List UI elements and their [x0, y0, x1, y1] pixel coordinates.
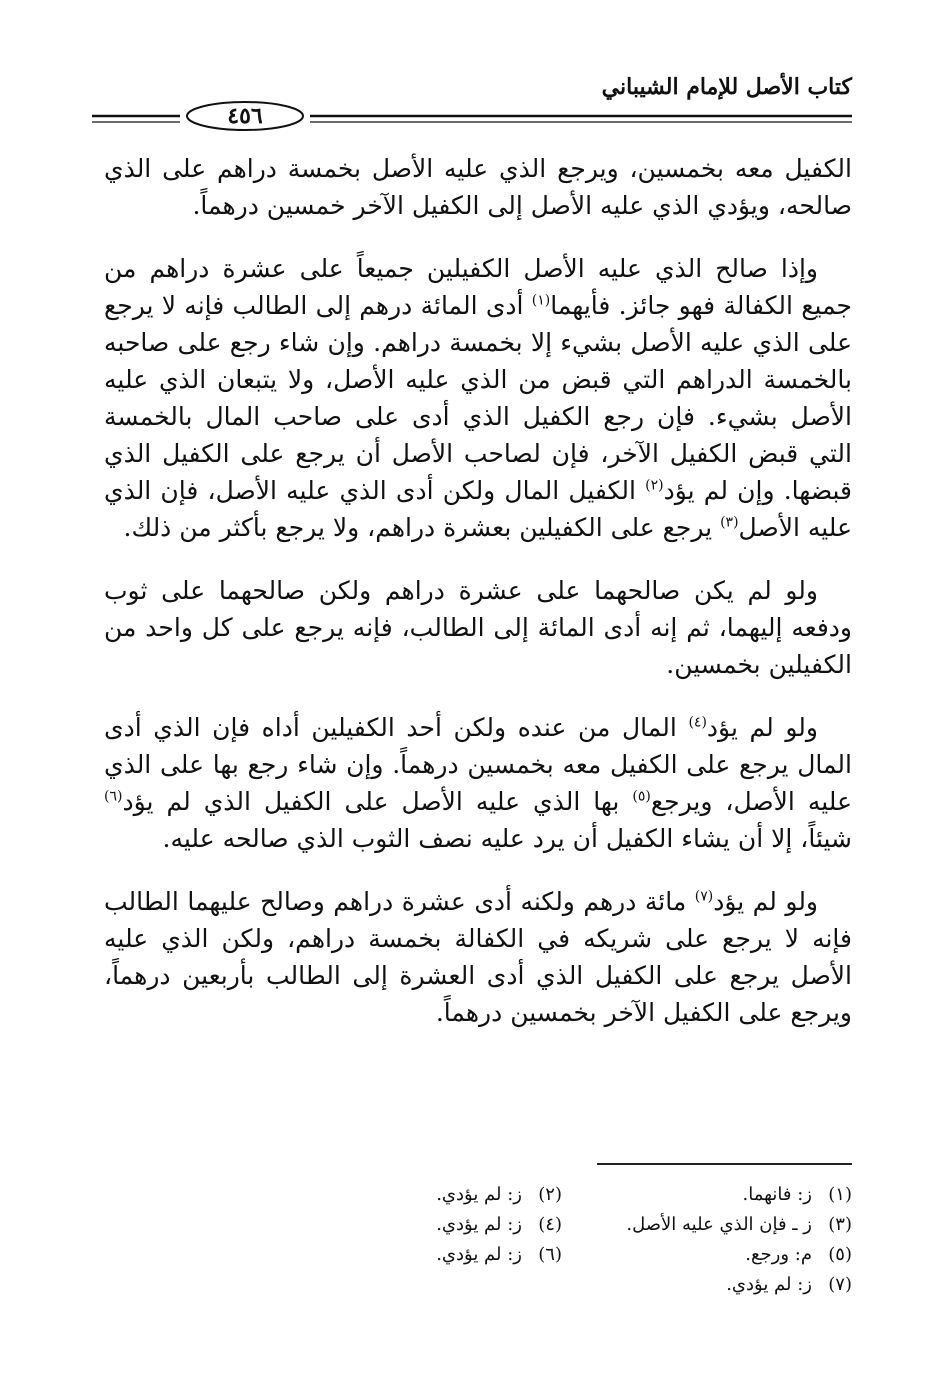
footnote-4: (٤)ز: لم يؤدي. — [436, 1214, 562, 1235]
footnote-ref-2[interactable]: (٢) — [645, 477, 664, 494]
footnote-2: (٢)ز: لم يؤدي. — [436, 1184, 562, 1205]
footnote-ref-7[interactable]: (٧) — [694, 888, 714, 905]
footnote-ref-6[interactable]: (٦) — [104, 788, 123, 805]
footnote-ref-5[interactable]: (٥) — [632, 788, 651, 805]
paragraph-4: ولو لم يؤد$^{(٤)}$ المال من عنده ولكن أحد الكفيلين أداه فإن الذي أدى المال يرجع على الكفيل معه بخمسين درهماً. وإن شاء رجع بها على الذي عليه الأصل، ويرجع$^{(٥)}$ بها الذي عليه الأصل على الكفيل الذي لم يؤد$^{(٦)}$ شيئاً، إلا أن يشاء الكفيل أن يرد عليه نصف الثوب الذي صالحه عليه. — [104, 713, 852, 853]
paragraph-2: وإذا صالح الذي عليه الأصل الكفيلين جميعاً على عشرة دراهم من جميع الكفالة فهو جائز. فأيهما$^{(١)}$ أدى المائة درهم إلى الطالب فإنه لا يرجع على الذي عليه الأصل بشيء إلا بخمسة دراهم. وإن شاء رجع على صاحبه بالخمسة الدراهم التي قبض من الذي عليه الأصل، ولا يتبعان الذي عليه الأصل بشيء. فإن رجع الكفيل الذي أدى على صاحب المال بالخمسة التي قبض الكفيل الآخر، فإن لصاحب الأصل أن يرجع على الكفيل الذي قبضها. وإن لم يؤد$^{(٢)}$ الكفيل المال ولكن أدى الذي عليه الأصل، فإن الذي عليه الأصل$^{(٣)}$ يرجع على الكفيلين بعشرة دراهم، ولا يرجع بأكثر من ذلك. — [104, 254, 852, 542]
footnote-1: (١)ز: فانهما. — [742, 1184, 852, 1205]
footnote-7: (٧)ز: لم يؤدي. — [726, 1274, 852, 1295]
footnote-ref-1[interactable]: (١) — [531, 292, 551, 309]
footnote-ref-4[interactable]: (٤) — [688, 714, 707, 731]
paragraph-1: الكفيل معه بخمسين، ويرجع الذي عليه الأصل بخمسة دراهم على الذي صالحه، ويؤدي الذي عليه الأصل إلى الكفيل الآخر خمسين درهماً. — [104, 154, 852, 220]
page-number: ٤٥٦ — [227, 103, 263, 129]
footnote-5: (٥)م: ورجع. — [745, 1244, 852, 1265]
paragraph-5: ولو لم يؤد$^{(٧)}$ مائة درهم ولكنه أدى عشرة دراهم وصالح عليهما الطالب فإنه لا يرجع على شريكه في الكفالة بخمسة دراهم، ولكن الذي عليه الأصل يرجع على الكفيل الذي أدى العشرة إلى الطالب بأربعين درهماً، ويرجع على الكفيل الآخر بخمسين درهماً. — [104, 887, 852, 1027]
footnotes-column-left — [282, 1180, 562, 1270]
footnotes-column-right — [572, 1180, 852, 1300]
running-header-title: كتاب الأصل للإمام الشيباني — [601, 74, 852, 100]
page-number-badge — [180, 100, 310, 132]
footnote-ref-3[interactable]: (٣) — [720, 514, 739, 531]
body-text — [104, 150, 852, 1057]
footnote-6: (٦)ز: لم يؤدي. — [436, 1244, 562, 1265]
paragraph-3: ولو لم يكن صالحهما على عشرة دراهم ولكن صالحهما على ثوب ودفعه إليهما، ثم إنه أدى المائة إلى الطالب، فإنه يرجع على كل واحد من الكفيلين بخمسين. — [104, 576, 852, 679]
footnote-3: (٣)ز ـ فإن الذي عليه الأصل. — [626, 1214, 852, 1235]
footnote-separator — [597, 1163, 852, 1165]
footnotes — [292, 1180, 852, 1320]
